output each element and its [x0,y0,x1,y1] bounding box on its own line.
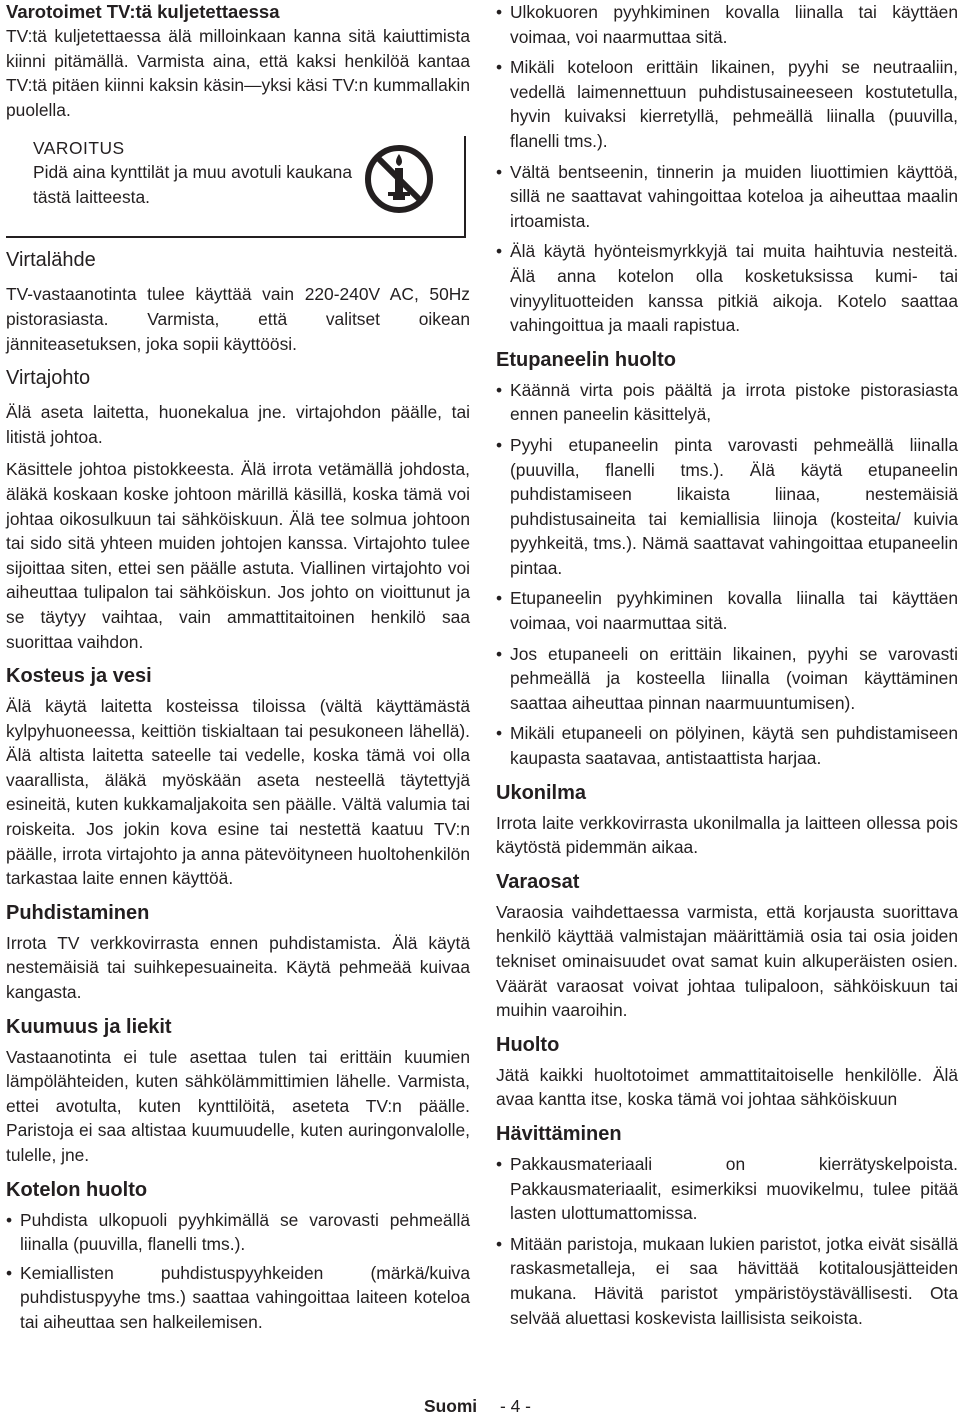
moisture-text: Älä käytä laitetta kosteissa tiloissa (vältä käyttämästä kylpyhuoneessa, keittiön tiskialtaan tai pesukoneen lähellä). Älä altista laitetta sateelle tai vedelle, koska tämä voi olla vaarallista, äläkä myöskään aseta nesteellä täytettyjä esineitä, kuten kukkamaljakoita sen päälle. Vältä valumia tai roiskeita. Jos jokin kova esine tai nestettä kaatuu TV:n päälle, irrota virtajohto ja anna pätevöityneen huoltohenkilön tarkastaa laite ennen käyttöä. [6,696,470,889]
cleaning-title: Puhdistaminen [6,901,150,924]
parts-text: Varaosia vaihdettaessa varmista, että korjausta suorittava henkilö käyttää valmistajan määrittämiä osia tai osia joiden tekniset ominaisuudet ovat samat kuin alkuperäisten osien. Väärät varaosat voivat johtaa tulipaloon, sähköiskuun tai muihin vaaroihin. [496,901,958,1021]
left-column [6,0,470,1335]
service-text: Jätä kaikki huoltotoimet ammattitaitoiselle henkilölle. Älä avaa kantta itse, koska tämä voi johtaa sähköiskuun [496,1064,958,1110]
warning-title: VAROITUS [33,138,125,159]
list-item: • Pyyhi etupaneelin pinta varovasti pehmeällä liinalla (puuvilla, flanelli tms.). Älä käytä etupaneelin puhdistamiseen likaista liinaa, nestemäisiä puhdistusaineita tai kemiallisia liinoja (kosteita/ kuivia pyyhkeitä, tms.). Nämä saattavat vahingoittaa etupaneelin pintaa. [496,433,958,581]
footer-page-number: - 4 - [499,1396,531,1416]
front-panel-list [496,378,958,771]
power-text: TV-vastaanotinta tulee käyttää vain 220-240V AC, 50Hz pistorasiasta. Varmista, että valitset oikean jänniteasetuksen, joka sopii käyttöösi. [6,284,470,354]
no-candle-icon [364,144,434,214]
right-column [496,0,958,1330]
parts-title: Varaosat [496,870,580,893]
lightning-title: Ukonilma [496,781,587,804]
list-item: • Puhdista ulkopuoli pyyhkimällä se varovasti pehmeällä liinalla (puuvilla, flanelli tms.). [6,1208,470,1257]
list-item: • Mitään paristoja, mukaan lukien paristot, jotka eivät sisällä raskasmetalleja, ei saa hävittää kotitalousjätteiden mukana. Hävitä paristot ympäristöystävällisesti. Ota selvää aluettasi koskevista laillisista seikoista. [496,1232,958,1330]
heat-text: Vastaanotinta ei tule asettaa tulen tai erittäin kuumien lämpölähteiden, kuten sähkölämmittimien lähelle. Varmista, ettei avotulta, kuten kynttilöitä, aseteta TV:n päälle. Paristoja ei saa altistaa kuumuudelle, kuten auringonvalolle, tulelle, jne. [6,1046,470,1165]
cord-title: Virtajohto [6,367,91,390]
transport-text: TV:tä kuljetettaessa älä milloinkaan kanna sitä kaiuttimista kiinni pitämällä. Varmista aina, että kaksi henkilöä kantaa TV:tä pitäen kiinni kaksin käsin—yksi käsi TV:n kummallakin puolella. [6,26,470,120]
cabinet-title: Kotelon huolto [6,1178,148,1201]
cord-text-1: Älä aseta laitetta, huonekalua jne. virtajohdon päälle, tai litistä johtoa. [6,402,470,447]
warning-box [6,136,466,238]
cabinet-list [6,1208,470,1335]
list-item: • Jos etupaneeli on erittäin likainen, pyyhi se varovasti pehmeällä ja kosteella liinalla (voiman käyttäminen saattaa aiheuttaa pinnan naarmuuntumisen). [496,642,958,716]
disposal-title: Hävittäminen [496,1122,622,1145]
service-title: Huolto [496,1033,560,1056]
cabinet-list-continued [496,0,958,338]
cleaning-text: Irrota TV verkkovirrasta ennen puhdistamista. Älä käytä nestemäisiä tai suihkepesuaineita. Käytä pehmeää kuivaa kangasta. [6,932,470,1003]
power-title: Virtalähde [6,249,96,272]
disposal-list [496,1152,958,1330]
warning-text: Pidä aina kynttilät ja muu avotuli kaukana tästä laitteesta. [33,162,353,207]
list-item: • Vältä bentseenin, tinnerin ja muiden liuottimien käyttöä, sillä ne saattavat vahingoittaa koteloa ja aiheuttaa maalin irtoamista. [496,160,958,234]
list-item: • Mikäli koteloon erittäin likainen, pyyhi se neutraaliin, vedellä laimennettuun puhdistusaineeseen kostutetulla, hyvin kuivaksi kierretyllä, pehmeällä liinalla (puuvilla, flanelli tms.). [496,55,958,153]
list-item: • Älä käytä hyönteismyrkkyjä tai muita haihtuvia nesteitä. Älä anna kotelon olla kosketuksissa kumi- tai vinyylituotteiden kanssa pitkiä aikoja. Kotelo saattaa vahingoittua ja maali rapistua. [496,239,958,337]
warning-content [33,136,363,209]
list-item: • Mikäli etupaneeli on pölyinen, käytä sen puhdistamiseen kaupasta saatavaa, antistaattista harjaa. [496,721,958,770]
heat-title: Kuumuus ja liekit [6,1015,172,1038]
lightning-text: Irrota laite verkkovirrasta ukonilmalla ja laitteen ollessa pois käytöstä pidemmän aikaa. [496,812,958,858]
transport-title: Varotoimet TV:tä kuljetettaessa [6,1,280,22]
list-item: • Kemiallisten puhdistuspyyhkeiden (märkä/kuiva puhdistuspyyhe tms.) saattaa vahingoittaa laiteen koteloa tai aiheuttaa sen halkeilemisen. [6,1261,470,1335]
list-item: • Pakkausmateriaali on kierrätyskelpoista. Pakkausmateriaalit, esimerkiksi muovikelmu, tulee pitää lasten ulottumattomissa. [496,1152,958,1226]
page-footer [424,1394,531,1418]
list-item: • Ulkokuoren pyyhkiminen kovalla liinalla tai käyttäen voimaa, voi naarmuttaa sitä. [496,0,958,49]
moisture-title: Kosteus ja vesi [6,665,152,688]
front-panel-title: Etupaneelin huolto [496,348,676,371]
cord-text-2: Käsittele johtoa pistokkeesta. Älä irrota vetämällä johdosta, äläkä koskaan koske johtoon märillä käsillä, koska tämä voi johtaa oikosulkuun tai sähköiskuun. Älä tee solmua johtoon tai sido sitä yhteen muiden johtojen kanssa. Virtajohto tulee sijoittaa siten, ettei sen päälle astuta. Viallinen virtajohto voi aiheuttaa tulipalon tai sähköiskun. Jos johto on vioittunut ja se täytyy vaihtaa, vain ammattitaitoinen henkilö saa suorittaa vaihdon. [6,459,470,652]
list-item: • Käännä virta pois päältä ja irrota pistoke pistorasiasta ennen paneelin käsittelyä, [496,378,958,427]
footer-language: Suomi [424,1396,478,1416]
list-item: • Etupaneelin pyyhkiminen kovalla liinalla tai käyttäen voimaa, voi naarmuttaa sitä. [496,586,958,635]
